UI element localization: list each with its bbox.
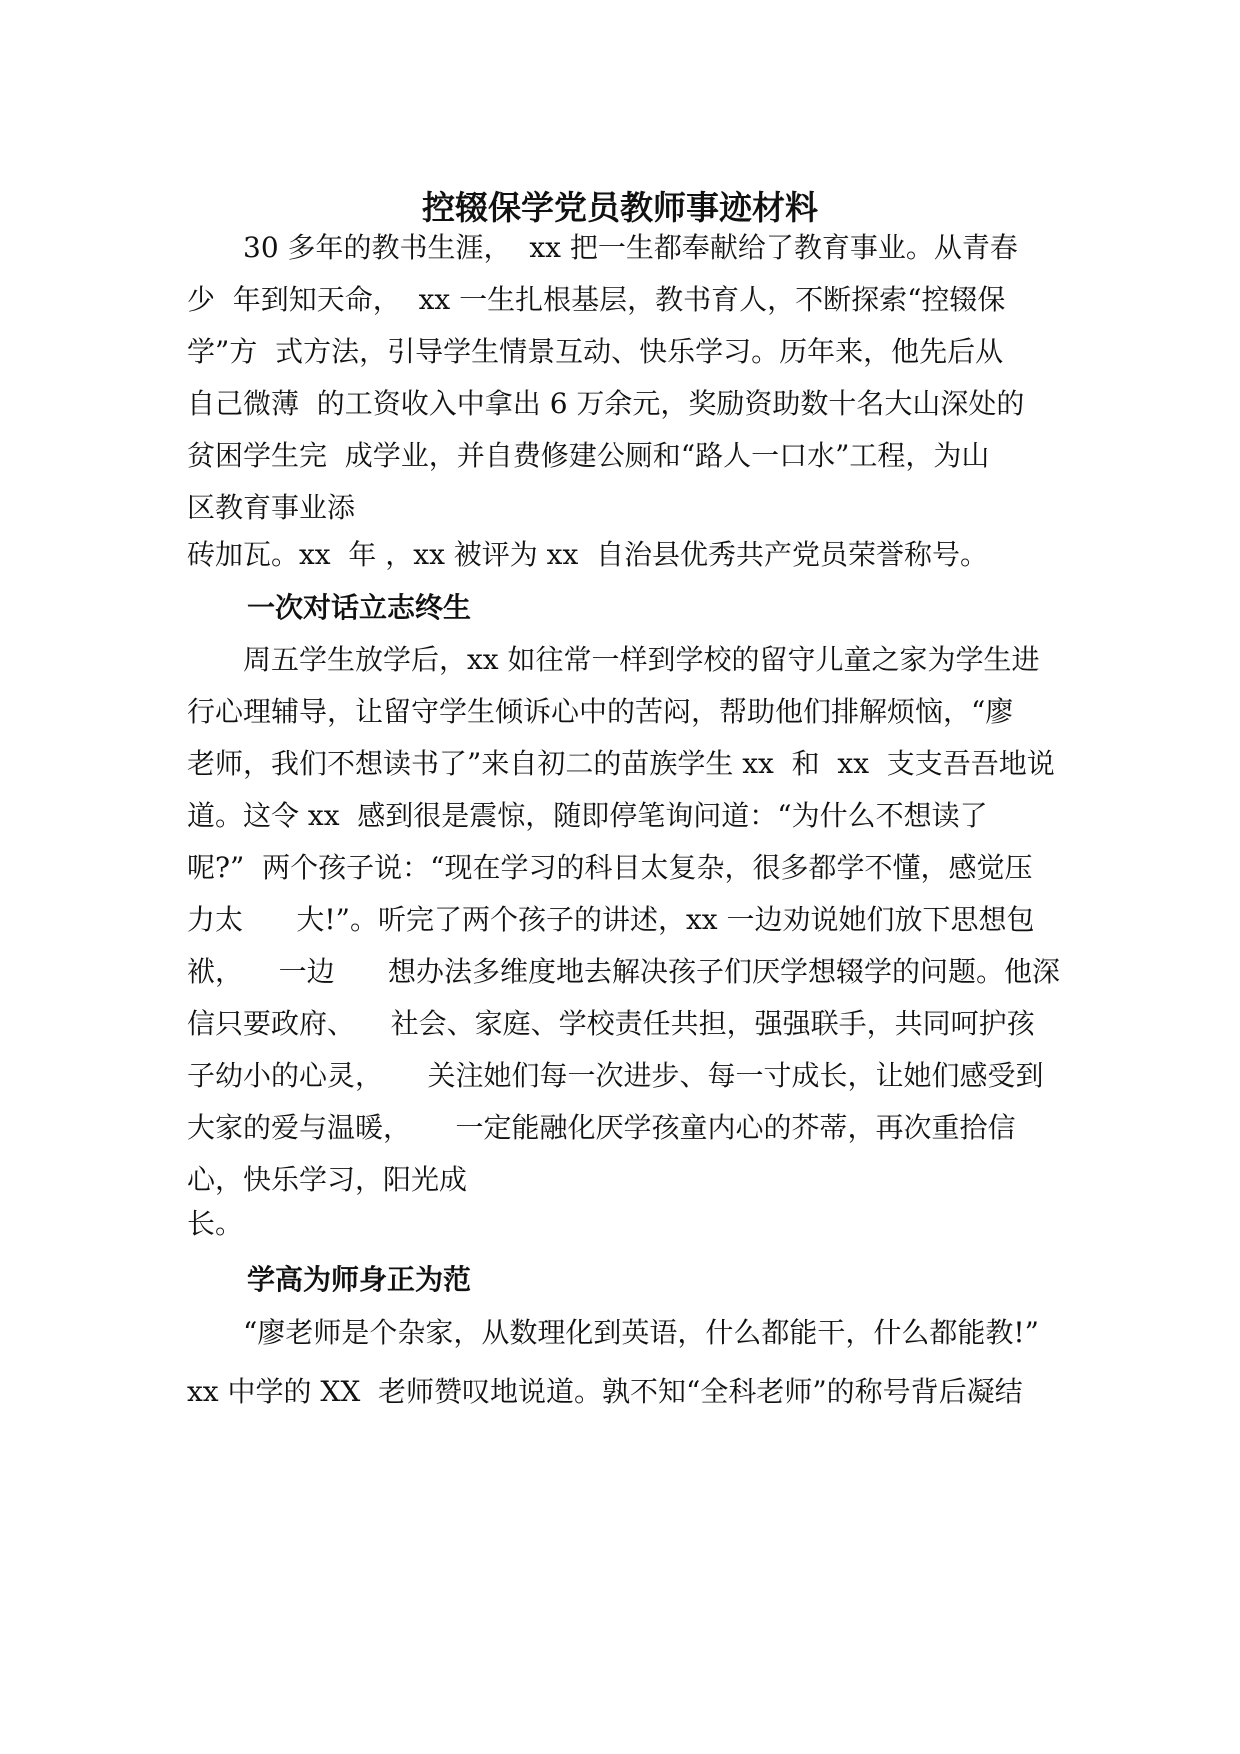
paragraph-1-line-1: 30 多年的教书生涯， xx 把一生都奉献给了教育事业。从青春 [243, 231, 1018, 264]
section-heading-1: 一次对话立志终生 [247, 591, 472, 624]
paragraph-2-line-12: 长。 [187, 1207, 244, 1240]
document-title: 控辍保学党员教师事迹材料 [422, 188, 818, 227]
paragraph-1-line-7: 砖加瓦。xx 年 ，xx 被评为 xx 自治县优秀共产党员荣誉称号。 [187, 538, 989, 571]
paragraph-2-line-10: 大家的爱与温暖， 一定能融化厌学孩童内心的芥蒂，再次重拾信 [187, 1111, 1016, 1144]
paragraph-2-line-7: 袱， 一边 想办法多维度地去解决孩子们厌学想辍学的问题。他深 [187, 955, 1061, 988]
paragraph-1-line-3: 学”方 式方法，引导学生情景互动、快乐学习。历年来，他先后从 [187, 335, 1004, 368]
paragraph-2-line-1: 周五学生放学后，xx 如往常一样到学校的留守儿童之家为学生进 [243, 643, 1040, 676]
paragraph-2-line-4: 道。这令 xx 感到很是震惊，随即停笔询问道：“为什么不想读了 [187, 799, 988, 832]
paragraph-1-line-6: 区教育事业添 [187, 491, 356, 524]
paragraph-2-line-8: 信只要政府、 社会、家庭、学校责任共担，强强联手，共同呵护孩 [187, 1007, 1035, 1040]
paragraph-3-line-1: “廖老师是个杂家，从数理化到英语，什么都能干，什么都能教!” [243, 1316, 1039, 1349]
section-heading-2: 学高为师身正为范 [247, 1263, 472, 1296]
paragraph-2-line-5: 呢?” 两个孩子说：“现在学习的科目太复杂，很多都学不懂，感觉压 [187, 851, 1033, 884]
paragraph-2-line-6: 力太 大!”。听完了两个孩子的讲述，xx 一边劝说她们放下思想包 [187, 903, 1035, 936]
paragraph-2-line-2: 行心理辅导，让留守学生倾诉心中的苦闷，帮助他们排解烦恼，“廖 [187, 695, 1014, 728]
paragraph-1-line-5: 贫困学生完 成学业，并自费修建公厕和“路人一口水”工程，为山 [187, 439, 990, 472]
paragraph-1-line-2: 少 年到知天命， xx 一生扎根基层，教书育人，不断探索“控辍保 [187, 283, 1006, 316]
paragraph-2-line-3: 老师，我们不想读书了”来自初二的苗族学生 xx 和 xx 支支吾吾地说 [187, 747, 1055, 780]
paragraph-2-line-11: 心，快乐学习，阳光成 [187, 1163, 468, 1196]
paragraph-3-line-2: xx 中学的 XX 老师赞叹地说道。孰不知“全科老师”的称号背后凝结 [187, 1375, 1023, 1408]
paragraph-2-line-9: 子幼小的心灵， 关注她们每一次进步、每一寸成长，让她们感受到 [187, 1059, 1044, 1092]
paragraph-1-line-4: 自己微薄 的工资收入中拿出 6 万余元，奖励资助数十名大山深处的 [187, 387, 1025, 420]
